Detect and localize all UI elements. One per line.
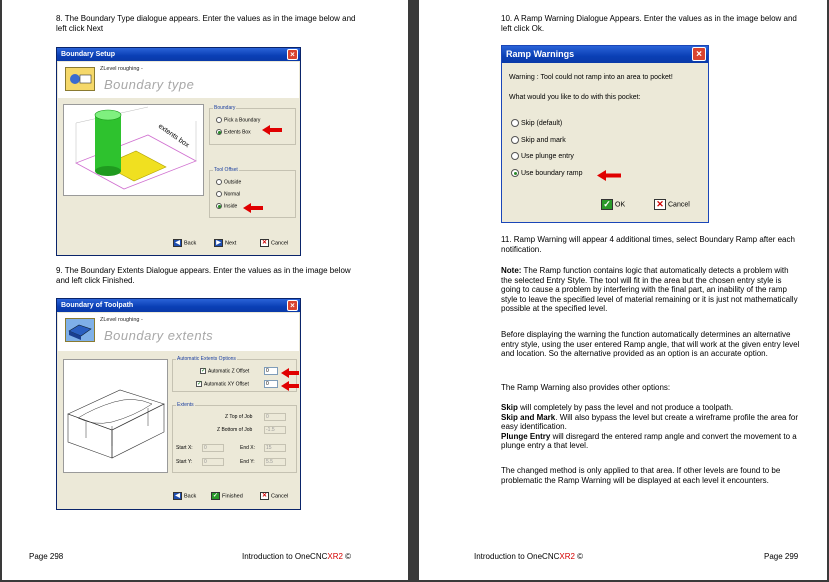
radio-icon xyxy=(216,179,222,185)
ramp-warnings-dialog xyxy=(501,45,709,223)
checkbox-checked-icon: ✓ xyxy=(197,381,203,387)
note-label: Note: xyxy=(501,266,522,275)
toolpath-icon xyxy=(65,67,95,91)
question-message: What would you like to do with this pocket: xyxy=(509,94,641,101)
auto-z-offset-checkbox[interactable] xyxy=(200,368,249,374)
boundary-extents-dialog xyxy=(56,298,301,510)
warning-message: Warning : Tool could not ramp into an area to pocket! xyxy=(509,74,673,81)
part-preview-image xyxy=(63,359,168,473)
before-paragraph: Before displaying the warning the function automatically determines an alternative entry style, using the user entered Ramp angle, that will work at the given entry level and location. So the alternative provided as an option is an accurate option. xyxy=(501,330,800,359)
step-11-text: 11. Ramp Warning will appear 4 additional times, select Boundary Ramp after each notification. xyxy=(501,235,795,254)
footer-title-text: Introduction to OneCNC xyxy=(242,552,328,561)
normal-option[interactable] xyxy=(216,191,240,197)
start-y-label: Start Y: xyxy=(176,459,193,465)
step-9-text: 9. The Boundary Extents Dialogue appears. Enter the values as in the image below and left click Finished. xyxy=(56,266,351,285)
skip-and-mark-option[interactable] xyxy=(511,136,566,144)
plunge-entry-option[interactable] xyxy=(511,152,574,160)
page-number-right: Page 299 xyxy=(764,552,799,561)
ok-button[interactable] xyxy=(601,199,625,210)
dialog-subtitle: ZLevel roughing - xyxy=(100,317,143,323)
option-label: Normal xyxy=(224,191,241,198)
group-label: Extents xyxy=(177,402,194,408)
end-x-input[interactable]: 15 xyxy=(264,444,286,452)
dialog-titlebar xyxy=(57,48,300,61)
radio-icon xyxy=(216,191,222,197)
close-button[interactable]: × xyxy=(692,47,706,61)
dialog-title: Boundary of Toolpath xyxy=(61,302,134,309)
extents-icon xyxy=(65,318,95,342)
dialog-heading: Boundary type xyxy=(104,77,195,92)
auto-z-offset-input[interactable]: 0 xyxy=(264,367,278,375)
start-x-label: Start X: xyxy=(176,445,193,451)
dialog-header-band xyxy=(58,313,299,351)
end-y-label: End Y: xyxy=(240,459,255,465)
inside-option[interactable] xyxy=(216,203,237,209)
red-arrow-icon xyxy=(281,381,299,391)
start-y-input[interactable]: 0 xyxy=(202,458,224,466)
note-paragraph xyxy=(501,266,801,314)
option-label: Automatic Z Offset xyxy=(208,368,250,375)
red-arrow-icon xyxy=(281,368,299,378)
back-arrow-icon: ◀ xyxy=(173,239,182,247)
radio-selected-icon xyxy=(216,129,222,135)
cancel-button[interactable] xyxy=(654,199,690,210)
radio-icon xyxy=(216,117,222,123)
button-label: OK xyxy=(615,201,626,209)
step-10-text: 10. A Ramp Warning Dialogue Appears. Enter the values as in the image below and left click Ok. xyxy=(501,14,797,33)
boundary-ramp-option[interactable] xyxy=(511,169,582,177)
next-arrow-icon: ▶ xyxy=(214,239,223,247)
close-button[interactable]: × xyxy=(287,300,298,311)
left-page xyxy=(2,0,408,580)
boundary-preview-image xyxy=(63,104,204,196)
right-page xyxy=(419,0,827,580)
footer-title-text: Introduction to OneCNC xyxy=(474,552,560,561)
group-label: Automatic Extents Options xyxy=(177,356,236,362)
skip-text: will completely by pass the level and not produce a toolpath. xyxy=(517,403,734,412)
end-x-label: End X: xyxy=(240,445,256,451)
plunge-label: Plunge Entry xyxy=(501,431,551,441)
back-arrow-icon: ◀ xyxy=(173,492,182,500)
red-arrow-icon xyxy=(597,170,621,181)
note-text: The Ramp function contains logic that automatically detects a problem with the selected Entry Style. The tool will fit in the area but the chosen entry style is going to cause a problem by interfering with the final part, an inability of the ramp style to leave the specified level of material remaining or it is just not mathematically possible at the specified level. xyxy=(501,266,798,314)
footer-title-left xyxy=(242,552,351,561)
button-label: Cancel xyxy=(271,240,289,247)
extents-box-option[interactable] xyxy=(216,129,251,135)
page-number-left: Page 298 xyxy=(29,552,64,561)
start-x-input[interactable]: 0 xyxy=(202,444,224,452)
skip-mark-label: Skip and Mark xyxy=(501,412,556,422)
button-label: Cancel xyxy=(271,493,289,500)
dialog-header-band xyxy=(58,62,299,98)
checkbox-checked-icon: ✓ xyxy=(201,368,207,374)
options-paragraph: The Ramp Warning also provides other options: xyxy=(501,383,671,392)
next-button[interactable] xyxy=(214,239,236,247)
plunge-text: will disregard the entered ramp angle and convert the movement to a plunge entry a that level. xyxy=(501,431,797,451)
dialog-titlebar xyxy=(502,46,708,63)
radio-selected-icon xyxy=(216,203,222,209)
radio-icon xyxy=(511,119,519,127)
cancel-x-icon: ✕ xyxy=(261,493,268,499)
end-y-input[interactable]: 5.5 xyxy=(264,458,286,466)
changed-paragraph: The changed method is only applied to that area. If other levels are found to be problematic the Ramp Warning will be displayed at each level it encounters. xyxy=(501,466,781,485)
extents-box-label: extents box xyxy=(156,122,191,150)
options-list-paragraph xyxy=(501,403,801,451)
dialog-title: Boundary Setup xyxy=(61,51,116,58)
dialog-subtitle: ZLevel roughing - xyxy=(100,66,143,72)
boundary-group xyxy=(209,105,296,145)
option-label: Skip (default) xyxy=(521,119,563,127)
option-label: Pick a Boundary xyxy=(224,117,261,124)
button-label: Back xyxy=(184,493,197,500)
z-top-label: Z Top of Job xyxy=(225,414,253,420)
footer-title-red: XR2 xyxy=(559,552,575,561)
group-label: Boundary xyxy=(214,105,236,111)
cancel-button[interactable] xyxy=(260,239,288,247)
footer-copyright: © xyxy=(342,552,352,561)
radio-selected-icon xyxy=(511,169,519,177)
option-label: Inside xyxy=(224,203,238,210)
auto-extents-group xyxy=(172,356,297,392)
option-label: Skip and mark xyxy=(521,136,566,144)
button-label: Finished xyxy=(222,493,243,500)
footer-title-right xyxy=(474,552,583,561)
skip-option[interactable] xyxy=(511,119,562,127)
finished-button[interactable] xyxy=(211,492,243,500)
button-label: Back xyxy=(184,240,197,247)
z-bottom-input[interactable]: -1.5 xyxy=(264,426,286,434)
dialog-heading: Boundary extents xyxy=(104,328,214,343)
cancel-x-icon: ✕ xyxy=(654,199,666,210)
cylinder-preview-graphic xyxy=(64,105,203,195)
z-bottom-label: Z Bottom of Job xyxy=(217,427,253,433)
close-button[interactable]: × xyxy=(287,49,298,60)
skip-mark-text: . Will also bypass the level but create a wireframe profile the area for easy identification. xyxy=(501,412,799,432)
back-button[interactable] xyxy=(173,492,196,500)
radio-icon xyxy=(511,152,519,160)
radio-icon xyxy=(511,136,519,144)
pick-boundary-option[interactable] xyxy=(216,117,260,123)
wireframe-part-graphic xyxy=(64,360,167,472)
option-label: Extents Box xyxy=(224,129,251,136)
red-arrow-icon xyxy=(243,203,263,213)
dialog-title: Ramp Warnings xyxy=(506,49,575,59)
step-8-text: 8. The Boundary Type dialogue appears. Enter the values as in the image below and left click Next xyxy=(56,14,356,33)
outside-option[interactable] xyxy=(216,179,241,185)
option-label: Automatic XY Offset xyxy=(204,381,249,388)
back-button[interactable] xyxy=(173,239,196,247)
footer-copyright: © xyxy=(574,552,584,561)
button-label: Cancel xyxy=(668,201,690,209)
z-top-input[interactable]: 0 xyxy=(264,413,286,421)
skip-label: Skip xyxy=(501,403,518,412)
option-label: Use plunge entry xyxy=(521,152,574,160)
boundary-setup-dialog xyxy=(56,47,301,256)
auto-xy-offset-checkbox[interactable] xyxy=(196,381,249,387)
button-label: Next xyxy=(225,240,237,247)
cancel-x-icon: ✕ xyxy=(261,240,268,246)
footer-title-red: XR2 xyxy=(327,552,343,561)
extents-group xyxy=(172,402,297,473)
auto-xy-offset-input[interactable]: 0 xyxy=(264,380,278,388)
dialog-titlebar xyxy=(57,299,300,312)
cancel-button[interactable] xyxy=(260,492,288,500)
group-label: Tool Offset xyxy=(214,167,238,173)
check-icon: ✓ xyxy=(212,493,219,499)
red-arrow-icon xyxy=(262,125,282,135)
option-label: Use boundary ramp xyxy=(521,169,583,177)
option-label: Outside xyxy=(224,179,242,186)
check-icon: ✓ xyxy=(601,199,613,210)
